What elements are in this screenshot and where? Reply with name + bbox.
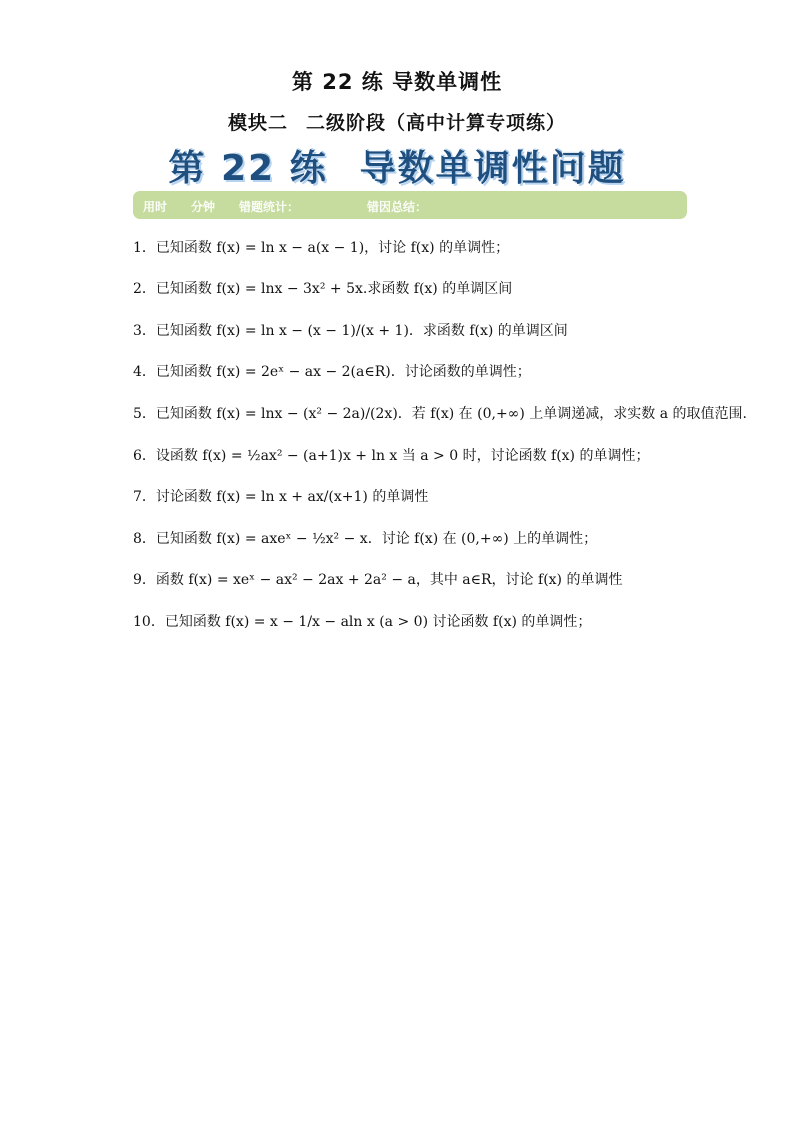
page-title: 第 22 练 导数单调性 [291,70,503,94]
problem-text: 已知函数 f(x) = ln x − a(x − 1)，讨论 f(x) 的单调性； [155,240,510,256]
problem-text: 已知函数 f(x) = ln x − (x − 1)/(x + 1)．求函数 f(x) 的单调区间 [155,323,568,339]
module-heading [0,108,794,135]
problem-text: 设函数 f(x) = ½ax² − (a+1)x + ln x 当 a > 0 时，讨论函数 f(x) 的单调性； [155,448,650,464]
problem-text: 已知函数 f(x) = lnx − 3x² + 5x.求函数 f(x) 的单调区间 [155,281,513,297]
problem-text: 讨论函数 f(x) = ln x + ax/(x+1) 的单调性 [155,489,429,505]
minutes-label: 分钟 [191,200,216,214]
problem-item [133,529,597,549]
banner-lesson: 第 22 练 [168,148,328,189]
problem-number: 4． [133,364,156,380]
problem-text: 已知函数 f(x) = lnx − (x² − 2a)/(2x)．若 f(x) 在 (0,+∞) 上单调递减，求实数 a 的取值范围. [155,406,747,422]
module-label: 模块二 [227,112,288,134]
problem-text: 函数 f(x) = xeˣ − ax² − 2ax + 2a² − a，其中 a∈R，讨论 f(x) 的单调性 [155,572,623,588]
problem-number: 8． [133,531,156,547]
problem-item [133,570,622,590]
banner-topic: 导数单调性问题 [359,148,626,189]
problem-text: 已知函数 f(x) = x − 1/x − aln x (a > 0) 讨论函数 f(x) 的单调性； [164,614,592,630]
problem-item [133,238,509,258]
problem-text: 已知函数 f(x) = 2eˣ − ax − 2(a∈R)．讨论函数的单调性； [155,364,531,380]
problem-number: 2． [133,281,156,297]
time-label: 用时 [143,200,168,214]
problem-item [133,404,747,424]
problem-item [133,362,531,382]
problem-number: 5． [133,406,156,422]
problem-number: 1． [133,240,156,256]
problem-number: 10． [133,614,165,630]
error-reason-label: 错因总结： [367,200,428,214]
module-stage: 二级阶段（高中计算专项练） [306,112,567,134]
problem-text: 已知函数 f(x) = axeˣ − ½x² − x．讨论 f(x) 在 (0,+∞) 上的单调性； [155,531,598,547]
problem-item [133,446,649,466]
info-bar [133,191,687,219]
problem-number: 7． [133,489,156,505]
problem-number: 6． [133,448,156,464]
problem-item [133,321,568,341]
problem-number: 9． [133,572,156,588]
error-stats-label: 错题统计： [239,200,300,214]
problem-item [133,612,591,632]
problem-number: 3． [133,323,156,339]
problem-item [133,487,428,507]
problem-item [133,279,512,299]
banner-title [0,140,794,191]
